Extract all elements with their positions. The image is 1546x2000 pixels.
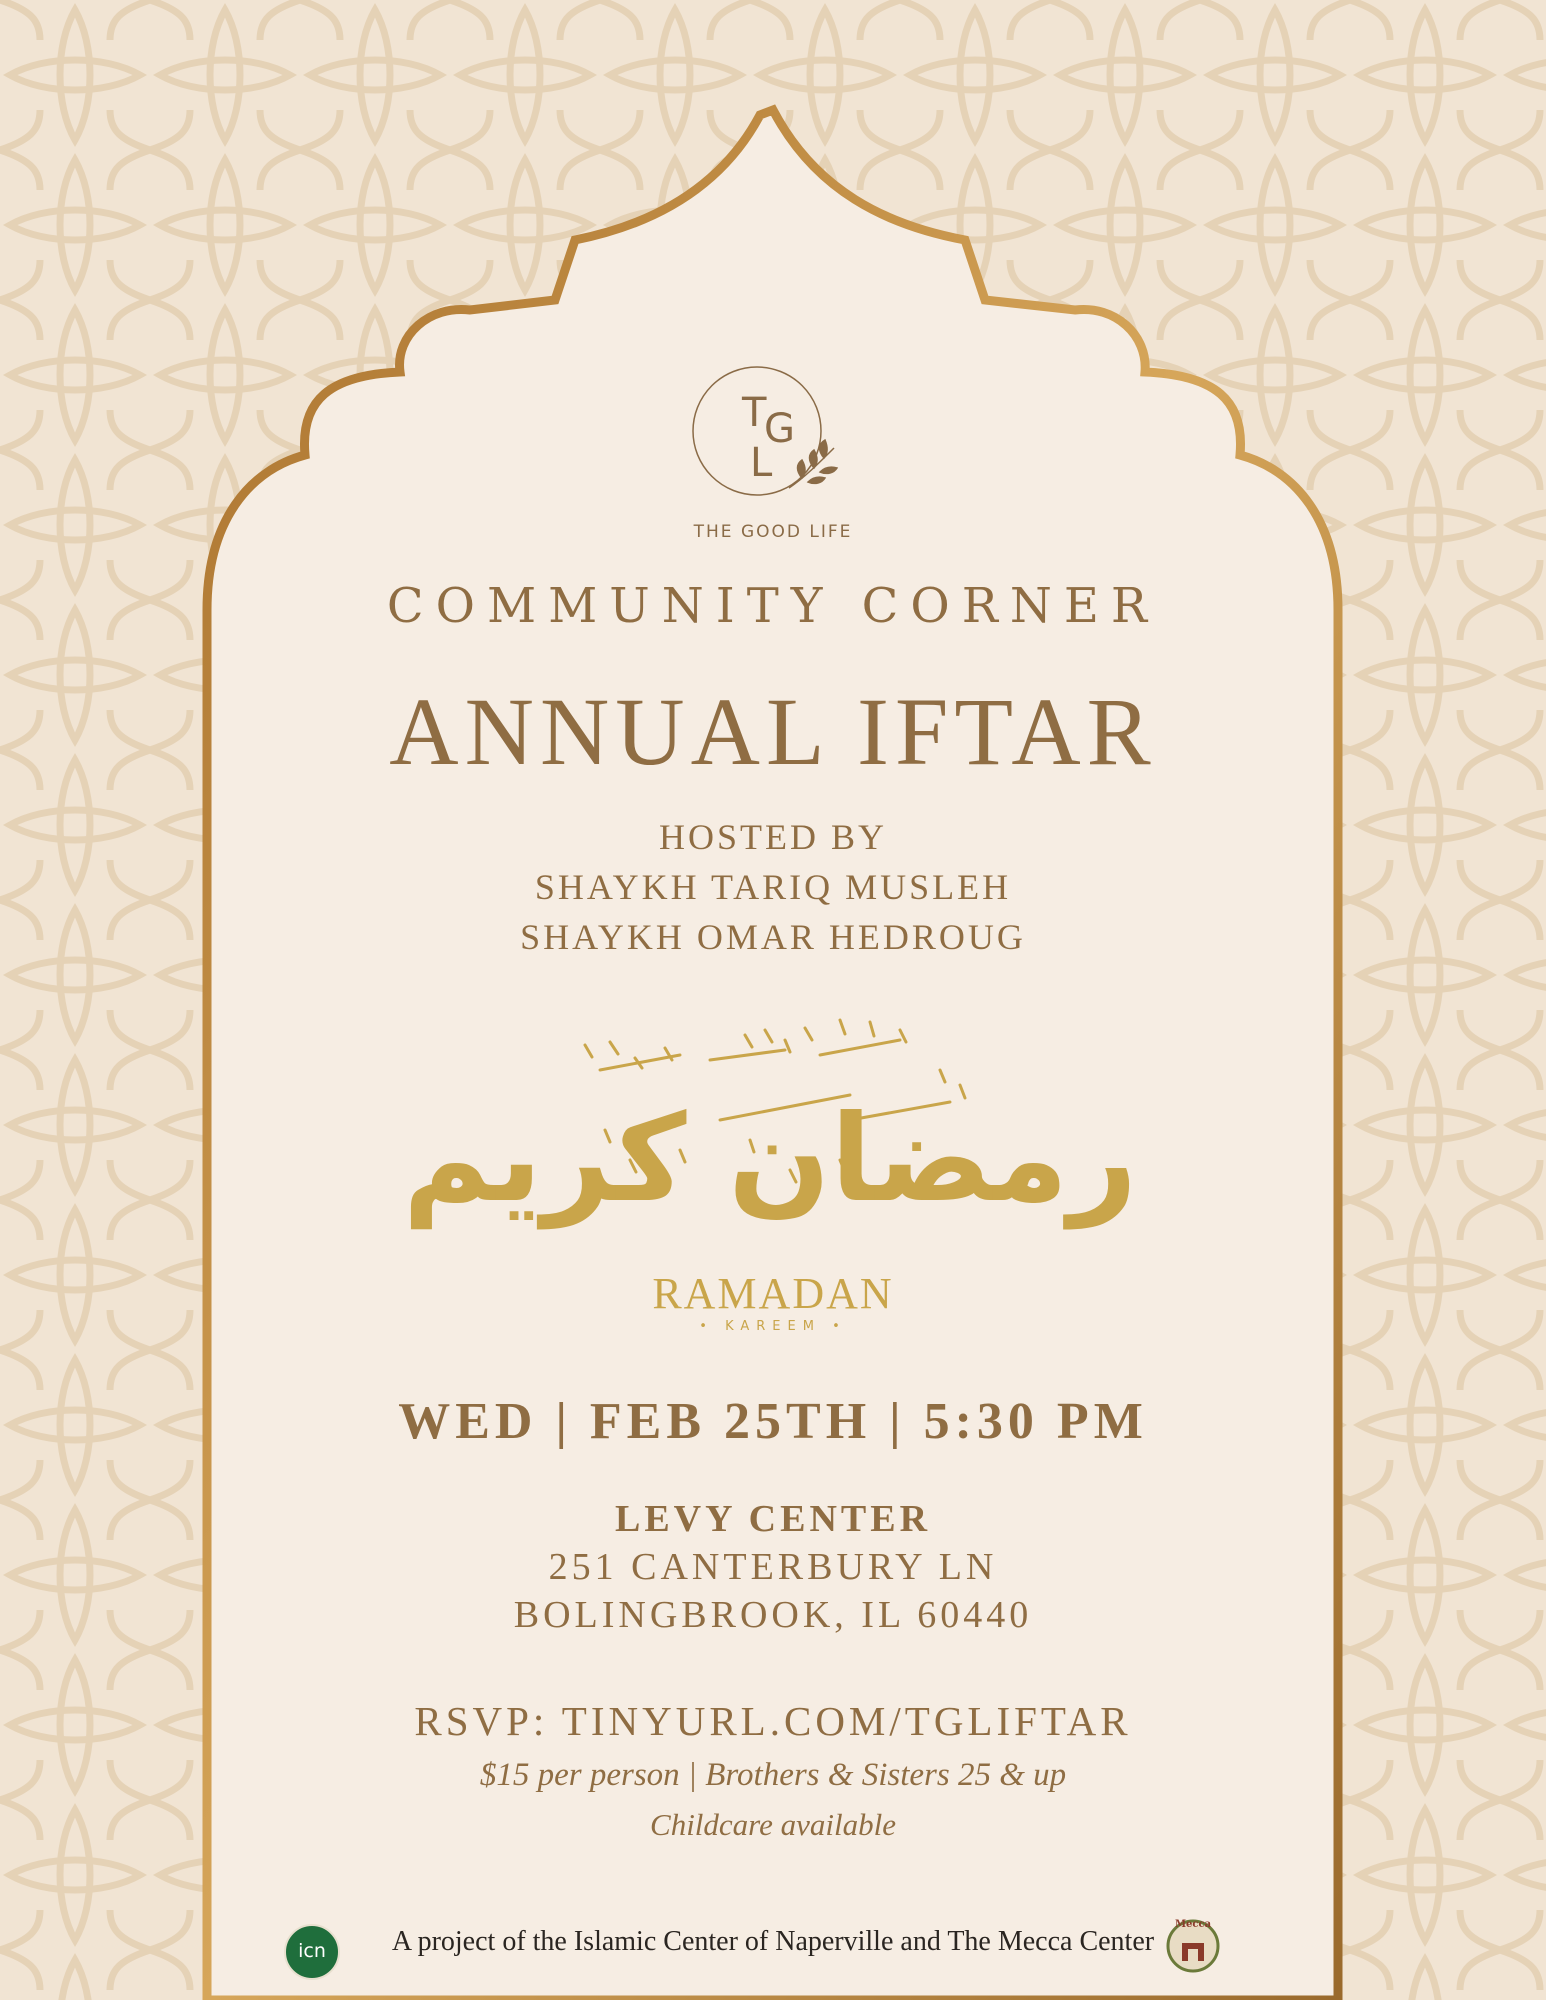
host-name: SHAYKH OMAR HEDROUG [520,917,1026,957]
svg-text:رمضان كريم: رمضان كريم [402,1090,1138,1229]
svg-text:L: L [750,440,773,486]
tgl-logo [684,368,844,500]
childcare-note: Childcare available [650,1807,896,1842]
event-title: ANNUAL IFTAR [389,678,1157,785]
hosted-by-label: HOSTED BY [658,817,887,857]
kareem-wordmark: • KAREEM • [699,1319,847,1334]
address-line: 251 CANTERBURY LN [548,1546,998,1588]
logo-name: THE GOOD LIFE [693,522,853,542]
mecca-center-logo-icon [1164,1915,1222,1973]
svg-text:T: T [742,390,767,436]
address-line: BOLINGBROOK, IL 60440 [513,1594,1033,1636]
event-datetime: WED | FEB 25TH | 5:30 PM [398,1393,1148,1450]
hosts-block [0,812,1546,962]
price-info: $15 per person | Brothers & Sisters 25 & up [479,1757,1067,1793]
venue-name: LEVY CENTER [614,1498,932,1540]
community-corner-heading: COMMUNITY CORNER [386,578,1160,634]
svg-text:Mecca: Mecca [1174,1919,1212,1930]
icn-logo-icon: icn [284,1924,340,1980]
rsvp-link[interactable]: RSVP: TINYURL.COM/TGLIFTAR [414,1698,1132,1744]
host-name: SHAYKH TARIQ MUSLEH [534,867,1012,907]
venue-address [0,1543,1546,1639]
ramadan-calligraphy [402,1010,1138,1260]
ramadan-wordmark: RAMADAN [652,1269,894,1318]
svg-text:G: G [764,406,795,452]
footer-credit: A project of the Islamic Center of Naperville and The Mecca Center [391,1926,1155,1957]
